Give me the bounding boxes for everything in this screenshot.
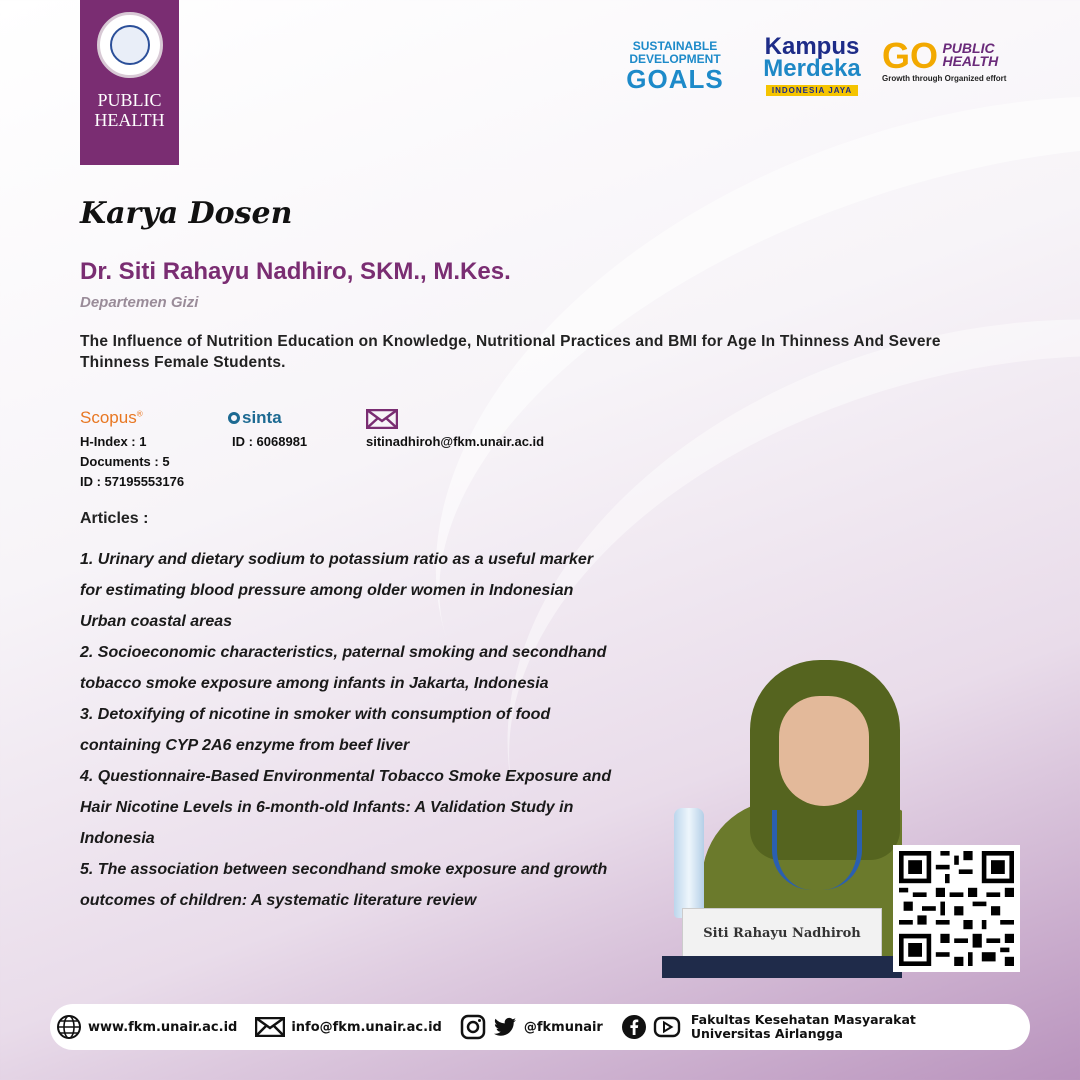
qr-code[interactable]: [893, 845, 1020, 972]
photo-face: [779, 696, 869, 806]
h-index: H-Index : 1: [80, 434, 147, 449]
sdg-line1: SUSTAINABLE: [632, 39, 718, 53]
footer-social[interactable]: [460, 1014, 603, 1040]
scopus-id: ID : 57195553176: [80, 474, 185, 489]
globe-icon: [56, 1014, 82, 1040]
documents-count: Documents : 5: [80, 454, 170, 469]
page-heading: Karya Dosen: [80, 196, 293, 231]
faculty-name: [691, 1013, 916, 1041]
photo-lanyard: [772, 810, 862, 890]
lecturer-email[interactable]: sitinadhiroh@fkm.unair.ac.id: [366, 434, 545, 449]
faculty-line2: Universitas Airlangga: [690, 1026, 843, 1041]
footer-website[interactable]: [56, 1014, 237, 1040]
article-line: for estimating blood pressure among older women in Indonesian: [80, 582, 574, 599]
articles-heading: Articles :: [80, 510, 149, 527]
twitter-icon: [492, 1014, 518, 1040]
faculty-line1: Fakultas Kesehatan Masyarakat: [690, 1012, 916, 1027]
sdg-line2: DEVELOPMENT: [629, 52, 721, 66]
fkm-logo: [80, 0, 179, 165]
sdg-logo: [620, 40, 730, 92]
article-line: containing CYP 2A6 enzyme from beef liver: [80, 737, 410, 754]
sinta-logo: sinta: [228, 408, 282, 428]
facebook-icon[interactable]: [621, 1014, 647, 1040]
article-line: 5. The association between secondhand smoke exposure and growth: [80, 861, 608, 878]
qr-code-icon: [899, 851, 1014, 966]
article-line: 4. Questionnaire-Based Environmental Tobacco Smoke Exposure and: [80, 768, 612, 785]
article-line: Indonesia: [80, 830, 155, 847]
article-line: outcomes of children: A systematic literature review: [80, 892, 477, 909]
gph-public: PUBLIC: [942, 40, 995, 56]
photo-bottle: [674, 808, 704, 918]
logo-text: PUBLIC HEALTH: [94, 90, 165, 130]
kampus-merdeka-logo: [752, 33, 872, 98]
lecturer-name: Dr. Siti Rahayu Nadhiro, SKM., M.Kes.: [80, 258, 511, 285]
km-line1: Kampus: [764, 33, 860, 60]
mail-icon: [255, 1017, 285, 1037]
mail-icon: [366, 409, 398, 429]
km-sub: INDONESIA JAYA: [766, 85, 858, 96]
article-line: Urban coastal areas: [80, 613, 233, 630]
scopus-stats: [80, 432, 184, 492]
article-line: tobacco smoke exposure among infants in Jakarta, Indonesia: [80, 675, 549, 692]
go-public-health-logo: [882, 35, 1022, 83]
nameplate: Siti Rahayu Nadhiroh: [682, 908, 882, 958]
km-line2: Merdeka: [763, 55, 861, 82]
footer-bar: [50, 1004, 1030, 1050]
lecturer-photo: [662, 660, 902, 978]
sinta-icon: [228, 412, 240, 424]
gph-tagline: Growth through Organized effort: [882, 74, 1007, 83]
website-text: www.fkm.unair.ac.id: [88, 1019, 238, 1035]
article-line: Hair Nicotine Levels in 6-month-old Infants: A Validation Study in: [80, 799, 574, 816]
email-text: info@fkm.unair.ac.id: [291, 1019, 442, 1035]
scopus-logo: Scopus®: [80, 408, 143, 427]
sdg-line3: GOALS: [626, 64, 724, 94]
gph-health: HEALTH: [942, 53, 999, 69]
footer-email[interactable]: [255, 1017, 442, 1037]
gph-words: [942, 42, 998, 68]
articles-list: [80, 544, 680, 916]
gph-go: GO: [882, 35, 939, 76]
article-line: 2. Socioeconomic characteristics, paternal smoking and secondhand: [80, 644, 607, 661]
article-line: 1. Urinary and dietary sodium to potassium ratio as a useful marker: [80, 551, 594, 568]
article-line: 3. Detoxifying of nicotine in smoker with consumption of food: [80, 706, 551, 723]
department: Departemen Gizi: [80, 294, 199, 311]
instagram-icon: [460, 1014, 486, 1040]
social-handle: @fkmunair: [523, 1019, 603, 1035]
footer-org: [621, 1013, 916, 1041]
photo-table: [662, 956, 902, 978]
sinta-id: ID : 6068981: [232, 434, 308, 449]
unair-seal-icon: [97, 12, 163, 78]
youtube-icon[interactable]: [653, 1014, 681, 1040]
publication-title: The Influence of Nutrition Education on Knowledge, Nutritional Practices and BMI for Age In Thinness And Severe Thinness Female Students.: [80, 333, 941, 371]
